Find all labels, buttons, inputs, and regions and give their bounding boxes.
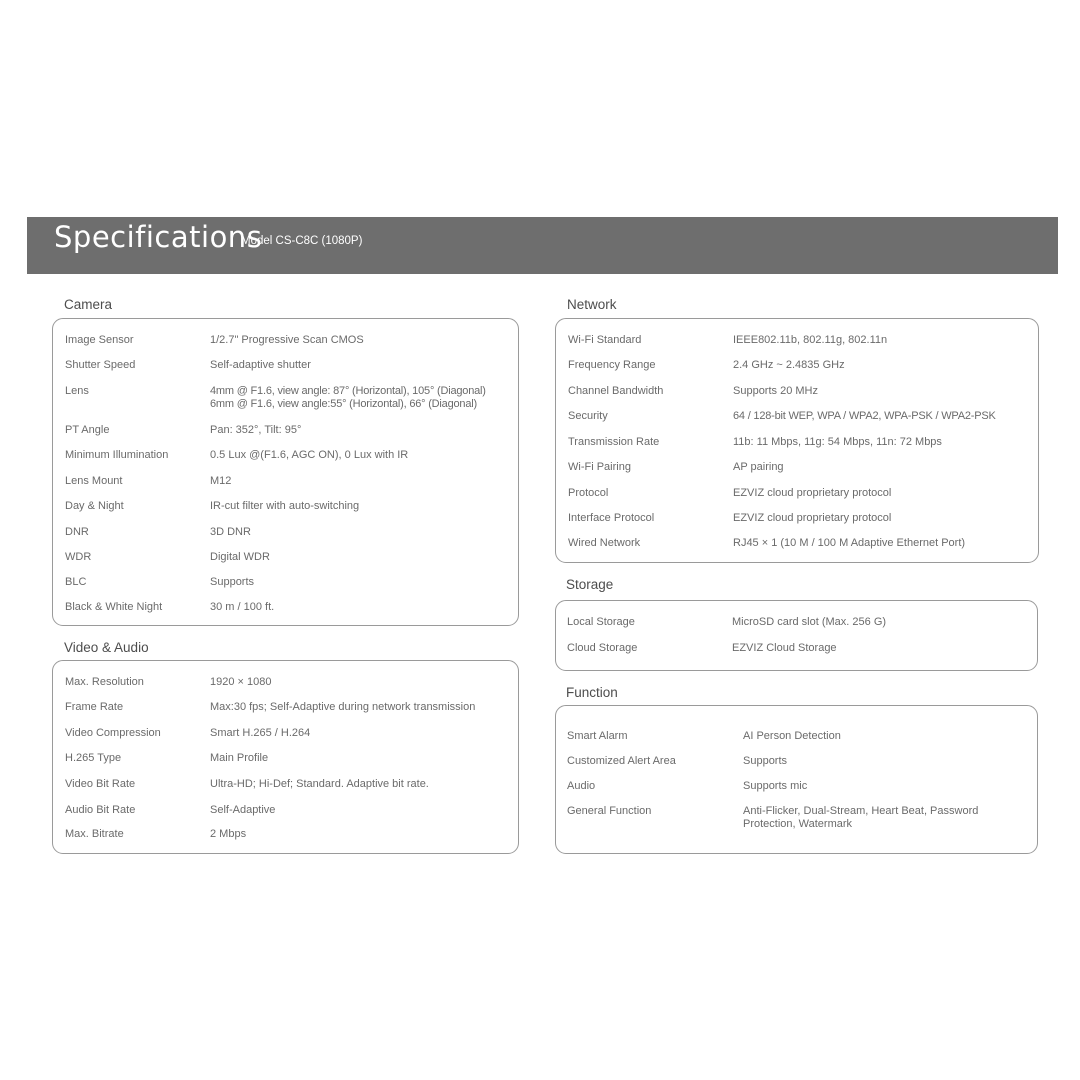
spec-label: Channel Bandwidth — [568, 385, 664, 397]
model-subtitle: Model CS-C8C (1080P) — [241, 235, 363, 247]
video-audio-section-title: Video & Audio — [64, 640, 149, 655]
network-section-title: Network — [567, 297, 617, 312]
spec-value: Anti-Flicker, Dual-Stream, Heart Beat, Password — [743, 805, 979, 817]
spec-label: Transmission Rate — [568, 436, 660, 448]
spec-label: Wi-Fi Standard — [568, 334, 642, 346]
spec-label: Frame Rate — [65, 701, 124, 713]
spec-label: WDR — [65, 551, 92, 563]
spec-value: MicroSD card slot (Max. 256 G) — [732, 616, 887, 628]
spec-value: 11b: 11 Mbps, 11g: 54 Mbps, 11n: 72 Mbps — [733, 436, 942, 448]
video-audio-spec-table — [52, 660, 519, 854]
spec-value: 0.5 Lux @(F1.6, AGC ON), 0 Lux with IR — [210, 449, 409, 461]
spec-label: Cloud Storage — [567, 642, 638, 654]
spec-label: Minimum Illumination — [65, 449, 169, 461]
spec-label: Audio — [567, 780, 596, 792]
spec-label: Lens Mount — [65, 475, 123, 487]
network-spec-table — [555, 318, 1039, 563]
spec-value: 4mm @ F1.6, view angle: 87° (Horizontal), 105° (Diagonal) — [210, 385, 486, 397]
spec-value: 2 Mbps — [210, 828, 247, 840]
spec-value: 3D DNR — [210, 526, 251, 538]
spec-value: Pan: 352°, Tilt: 95° — [210, 424, 302, 436]
spec-label: Security — [568, 410, 608, 422]
spec-label: Black & White Night — [65, 601, 163, 613]
function-section-title: Function — [566, 685, 618, 700]
spec-label: BLC — [65, 576, 87, 588]
spec-label: Audio Bit Rate — [65, 804, 136, 816]
spec-value: AP pairing — [733, 461, 784, 473]
spec-label: Video Compression — [65, 727, 161, 739]
spec-value: Smart H.265 / H.264 — [210, 727, 311, 739]
storage-spec-table — [555, 600, 1038, 671]
spec-value: Supports mic — [743, 780, 808, 792]
spec-value: 64 / 128-bit WEP, WPA / WPA2, WPA-PSK / WPA2-PSK — [733, 410, 996, 422]
storage-section-title: Storage — [566, 577, 614, 592]
spec-label: Wi-Fi Pairing — [568, 461, 631, 473]
page-title: Specifications — [54, 220, 263, 254]
spec-value: EZVIZ cloud proprietary protocol — [733, 487, 892, 499]
spec-value: M12 — [210, 475, 232, 487]
spec-value: 2.4 GHz ~ 2.4835 GHz — [733, 359, 845, 371]
spec-value: 1/2.7" Progressive Scan CMOS — [210, 334, 364, 346]
spec-label: Wired Network — [568, 537, 641, 549]
spec-value: Max:30 fps; Self-Adaptive during network transmission — [210, 701, 476, 713]
spec-value: IR-cut filter with auto-switching — [210, 500, 360, 512]
spec-value-line2: 6mm @ F1.6, view angle:55° (Horizontal), 66° (Diagonal) — [210, 398, 477, 410]
spec-value: Main Profile — [210, 752, 269, 764]
spec-value: RJ45 × 1 (10 M / 100 M Adaptive Ethernet Port) — [733, 537, 966, 549]
spec-value: 30 m / 100 ft. — [210, 601, 275, 613]
spec-label: Image Sensor — [65, 334, 134, 346]
spec-value: Self-Adaptive — [210, 804, 276, 816]
spec-value: Supports — [210, 576, 255, 588]
spec-label: Frequency Range — [568, 359, 656, 371]
spec-label: PT Angle — [65, 424, 110, 436]
spec-value: 1920 × 1080 — [210, 676, 272, 688]
spec-value: EZVIZ cloud proprietary protocol — [733, 512, 892, 524]
spec-label: Shutter Speed — [65, 359, 136, 371]
spec-label: Interface Protocol — [568, 512, 655, 524]
spec-label: Local Storage — [567, 616, 635, 628]
spec-label: Lens — [65, 385, 89, 397]
spec-value: IEEE802.11b, 802.11g, 802.11n — [733, 334, 888, 346]
spec-label: Max. Bitrate — [65, 828, 124, 840]
spec-label: Smart Alarm — [567, 730, 628, 742]
spec-value: Self-adaptive shutter — [210, 359, 311, 371]
spec-label: Customized Alert Area — [567, 755, 676, 767]
spec-value: AI Person Detection — [743, 730, 841, 742]
spec-value: Digital WDR — [210, 551, 270, 563]
spec-label: Day & Night — [65, 500, 124, 512]
spec-value: Supports 20 MHz — [733, 385, 818, 397]
spec-label: DNR — [65, 526, 89, 538]
spec-label: Max. Resolution — [65, 676, 144, 688]
spec-banner — [27, 217, 1058, 274]
camera-spec-table — [52, 318, 519, 626]
spec-value: EZVIZ Cloud Storage — [732, 642, 837, 654]
spec-label: General Function — [567, 805, 652, 817]
camera-section-title: Camera — [64, 297, 113, 312]
spec-label: Protocol — [568, 487, 609, 499]
spec-label: H.265 Type — [65, 752, 122, 764]
spec-value: Ultra-HD; Hi-Def; Standard. Adaptive bit rate. — [210, 778, 429, 790]
spec-value: Supports — [743, 755, 788, 767]
spec-label: Video Bit Rate — [65, 778, 136, 790]
spec-value-line2: Protection, Watermark — [743, 818, 853, 830]
function-spec-table — [555, 705, 1038, 854]
